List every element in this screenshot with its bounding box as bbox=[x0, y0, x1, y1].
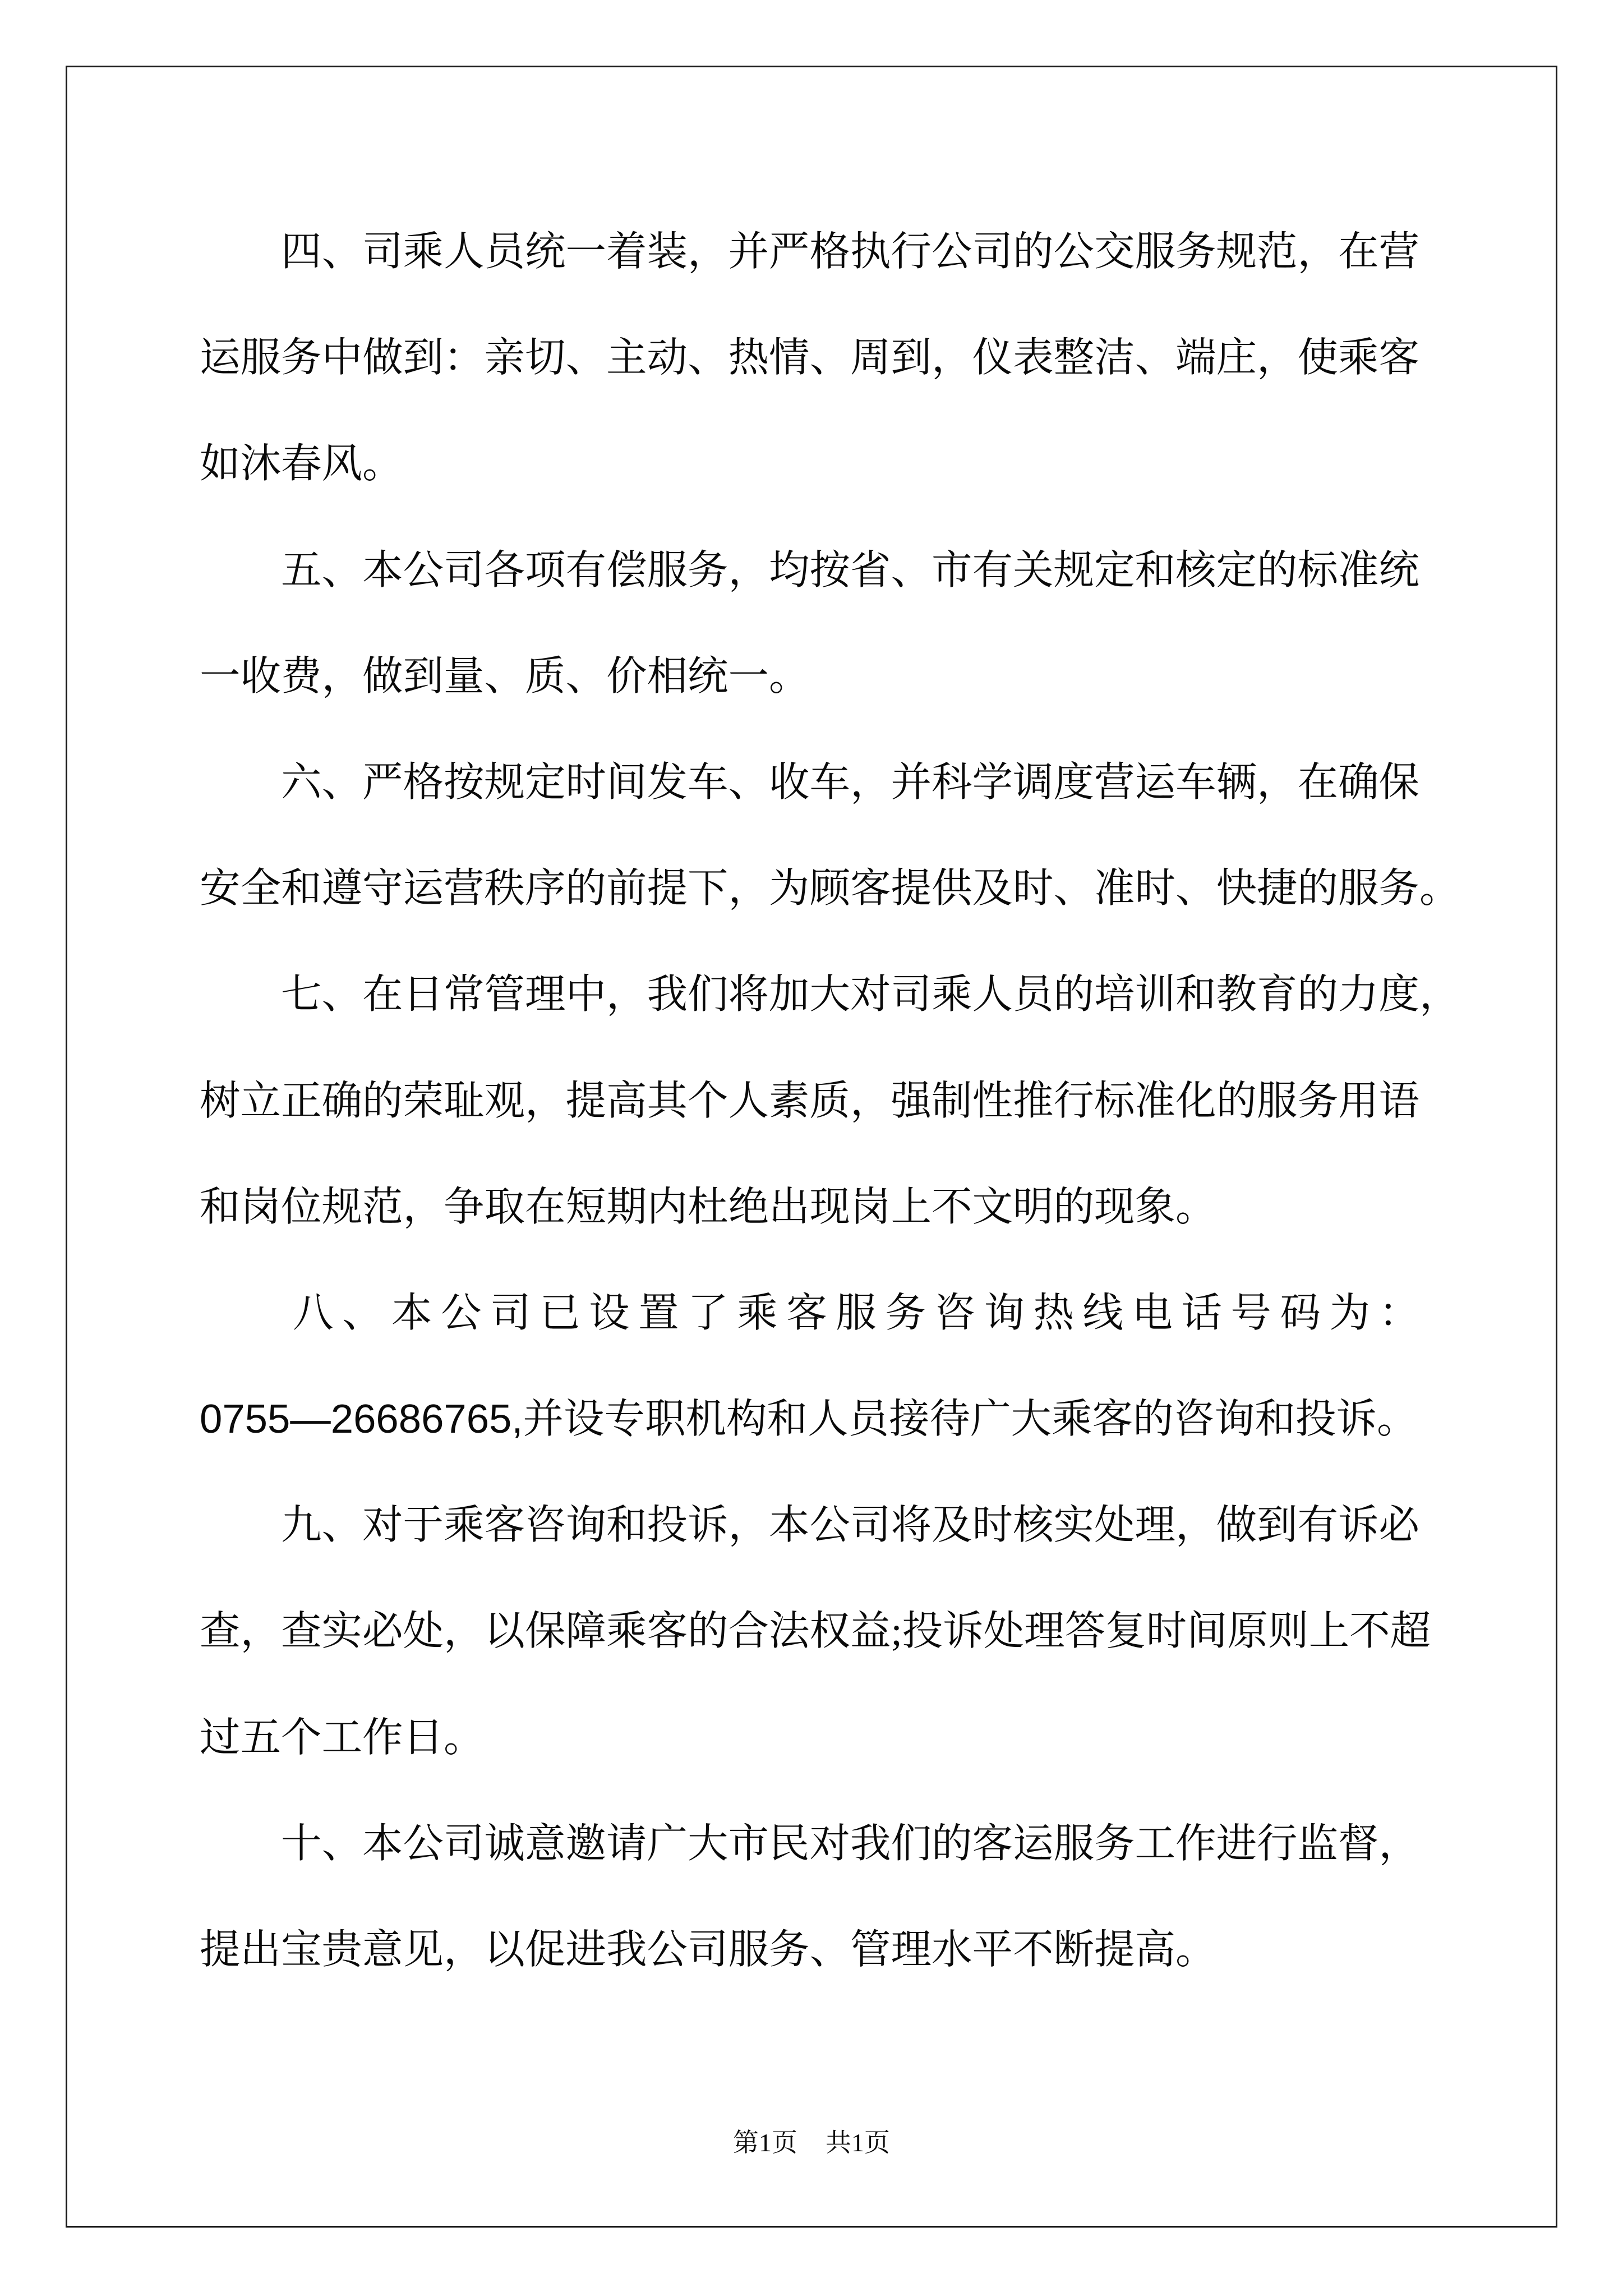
paragraph-line: 四、司乘人员统一着装，并严格执行公司的公交服务规范，在营 bbox=[281, 229, 1419, 274]
paragraph-line: 八、本公司已设置了乘客服务咨询热线电话号码为： bbox=[293, 1290, 1419, 1336]
paragraph-line: 查，查实必处，以保障乘客的合法权益;投诉处理答复时间原则上不超 bbox=[200, 1608, 1431, 1654]
paragraph-line: 五、本公司各项有偿服务，均按省、市有关规定和核定的标准统 bbox=[281, 547, 1419, 593]
paragraph-line: 六、严格按规定时间发车、收车，并科学调度营运车辆，在确保 bbox=[281, 759, 1419, 805]
paragraph-line: 九、对于乘客咨询和投诉，本公司将及时核实处理，做到有诉必 bbox=[281, 1502, 1419, 1548]
paragraph-line: 一收费，做到量、质、价相统一。 bbox=[200, 653, 810, 699]
page-total: 共1页 bbox=[826, 2128, 890, 2157]
paragraph-line: 如沐春风。 bbox=[200, 441, 403, 487]
paragraph-clause-10 bbox=[200, 1791, 1419, 2003]
paragraph-clause-8 bbox=[200, 1260, 1419, 1472]
paragraph-line: 运服务中做到：亲切、主动、热情、周到，仪表整洁、端庄，使乘客 bbox=[200, 335, 1419, 381]
paragraph-clause-5 bbox=[200, 517, 1419, 729]
document-body bbox=[200, 199, 1460, 2003]
paragraph-line: 提出宝贵意见，以促进我公司服务、管理水平不断提高。 bbox=[200, 1927, 1216, 1972]
paragraph-clause-6 bbox=[200, 729, 1460, 941]
paragraph-line: 树立正确的荣耻观，提高其个人素质，强制性推行标准化的服务用语 bbox=[200, 1078, 1419, 1124]
page-footer bbox=[0, 2126, 1623, 2160]
paragraph-clause-9 bbox=[200, 1472, 1431, 1791]
paragraph-clause-4 bbox=[200, 199, 1419, 517]
paragraph-line: 过五个工作日。 bbox=[200, 1714, 485, 1760]
paragraph-line: 和岗位规范，争取在短期内杜绝出现岗上不文明的现象。 bbox=[200, 1184, 1216, 1230]
paragraph-line: 十、本公司诚意邀请广大市民对我们的客运服务工作进行监督， bbox=[281, 1820, 1419, 1866]
page-number: 第1页 bbox=[733, 2128, 797, 2157]
paragraph-line: 0755—26686765,并设专职机构和人员接待广大乘客的咨询和投诉。 bbox=[200, 1396, 1418, 1442]
paragraph-clause-7 bbox=[200, 941, 1460, 1260]
paragraph-line: 安全和遵守运营秩序的前提下，为顾客提供及时、准时、快捷的服务。 bbox=[200, 866, 1460, 912]
paragraph-line: 七、在日常管理中，我们将加大对司乘人员的培训和教育的力度， bbox=[281, 972, 1460, 1018]
